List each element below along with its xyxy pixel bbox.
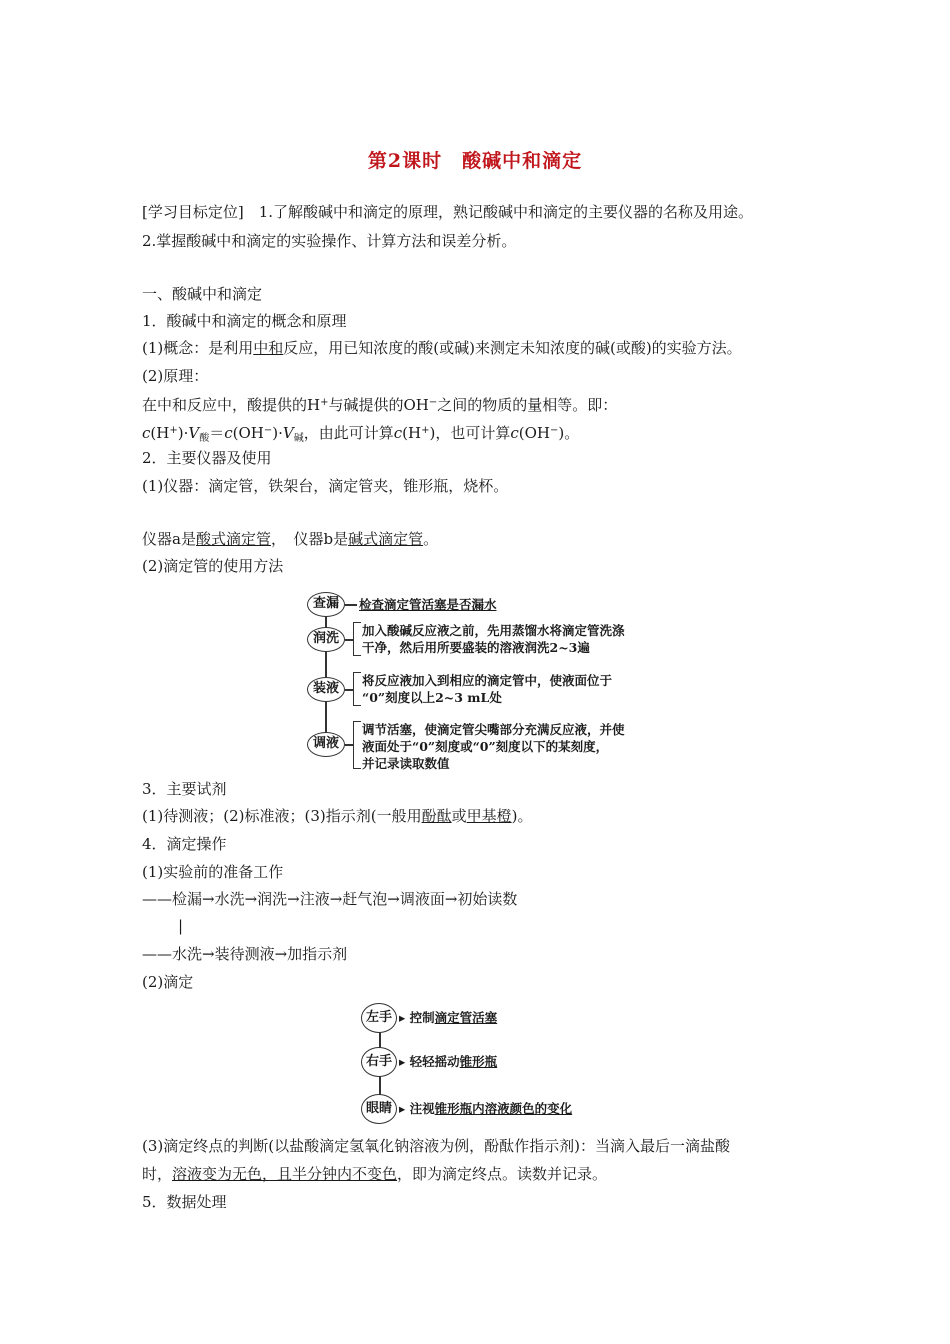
burette-usage-heading: (2)滴定管的使用方法	[142, 557, 284, 575]
subsection-3-heading: 3．主要试剂	[142, 780, 227, 798]
principle-formula: $c(H^+)\cdot V_酸=c(OH^-)\cdot V_碱$，由此可计算c(H+)，也可计算c(OH−)。	[142, 424, 580, 444]
flow1-node-check: 查漏	[307, 592, 345, 617]
flow2-node-eyes: 眼睛	[361, 1094, 397, 1124]
concept-paragraph: (1)概念：是利用中和反应，用已知浓度的酸(或碱)来测定未知浓度的碱(或酸)的实验方法。	[142, 339, 742, 357]
flow1-node-adjust: 调液	[307, 732, 345, 757]
subsection-5-heading: 5．数据处理	[142, 1193, 227, 1211]
preparation-chain-1: ——检漏→水洗→润洗→注液→赶气泡→调液面→初始读数	[142, 890, 518, 908]
flow1-bracket	[353, 622, 361, 656]
flow1-spine	[325, 604, 327, 746]
flow1-connector	[345, 639, 353, 641]
flow1-text-fill-2: “0”刻度以上2~3 mL处	[362, 690, 502, 705]
flow1-text-check: 检查滴定管活塞是否漏水	[359, 597, 497, 612]
flow2-node-left-hand: 左手	[361, 1003, 397, 1033]
page-title: 第2课时 酸碱中和滴定	[367, 150, 583, 172]
flow1-connector	[345, 744, 353, 746]
flow1-text-adjust-3: 并记录读取数值	[362, 756, 450, 771]
flow1-text-rinse-1: 加入酸碱反应液之前，先用蒸馏水将滴定管洗涤	[362, 623, 625, 638]
flow1-node-fill: 装液	[307, 677, 345, 702]
endpoint-paragraph-1: (3)滴定终点的判断(以盐酸滴定氢氧化钠溶液为例，酚酞作指示剂)：当滴入最后一滴盐酸	[142, 1137, 730, 1155]
principle-label: (2)原理：	[142, 367, 209, 385]
flow2-text-right-hand: ▸ 轻轻摇动锥形瓶	[399, 1054, 498, 1069]
subsection-4-heading: 4．滴定操作	[142, 835, 227, 853]
reagents-list: (1)待测液；(2)标准液；(3)指示剂(一般用酚酞或甲基橙)。	[142, 807, 533, 825]
flow1-connector	[345, 689, 353, 691]
flow1-connector	[345, 604, 357, 606]
flow1-text-rinse-2: 干净，然后用所要盛装的溶液润洗2~3遍	[362, 640, 590, 655]
instrument-ab: 仪器a是酸式滴定管， 仪器b是碱式滴定管。	[142, 530, 439, 548]
endpoint-paragraph-2: 时，溶液变为无色，且半分钟内不变色，即为滴定终点。读数并记录。	[142, 1165, 608, 1183]
instruments-list: (1)仪器：滴定管，铁架台，滴定管夹，锥形瓶，烧杯。	[142, 477, 509, 495]
principle-text: 在中和反应中，酸提供的H+与碱提供的OH−之间的物质的量相等。即：	[142, 396, 618, 414]
flow2-text-left-hand: ▸ 控制滴定管活塞	[399, 1010, 498, 1025]
flow2-node-right-hand: 右手	[361, 1047, 397, 1077]
flow1-node-rinse: 润洗	[307, 627, 345, 652]
flow2-text-eyes: ▸ 注视锥形瓶内溶液颜色的变化	[399, 1101, 573, 1116]
preparation-heading: (1)实验前的准备工作	[142, 863, 284, 881]
objectives-line-1: [学习目标定位] 1.了解酸碱中和滴定的原理，熟记酸碱中和滴定的主要仪器的名称及用途。	[142, 203, 754, 221]
titration-heading: (2)滴定	[142, 973, 194, 991]
objectives-line-2: 2.掌握酸碱中和滴定的实验操作、计算方法和误差分析。	[142, 232, 517, 250]
flow1-bracket	[353, 721, 361, 769]
subsection-2-heading: 2．主要仪器及使用	[142, 449, 272, 467]
section-heading: 一、酸碱中和滴定	[142, 285, 263, 303]
flow1-text-adjust-1: 调节活塞，使滴定管尖嘴部分充满反应液，并使	[362, 722, 625, 737]
flow1-text-adjust-2: 液面处于“0”刻度或“0”刻度以下的某刻度，	[362, 739, 609, 754]
flow1-text-fill-1: 将反应液加入到相应的滴定管中，使液面位于	[362, 673, 613, 688]
preparation-bar: |	[178, 917, 184, 935]
preparation-chain-2: ——水洗→装待测液→加指示剂	[142, 945, 348, 963]
flow1-bracket	[353, 672, 361, 706]
subsection-1-heading: 1．酸碱中和滴定的概念和原理	[142, 312, 347, 330]
